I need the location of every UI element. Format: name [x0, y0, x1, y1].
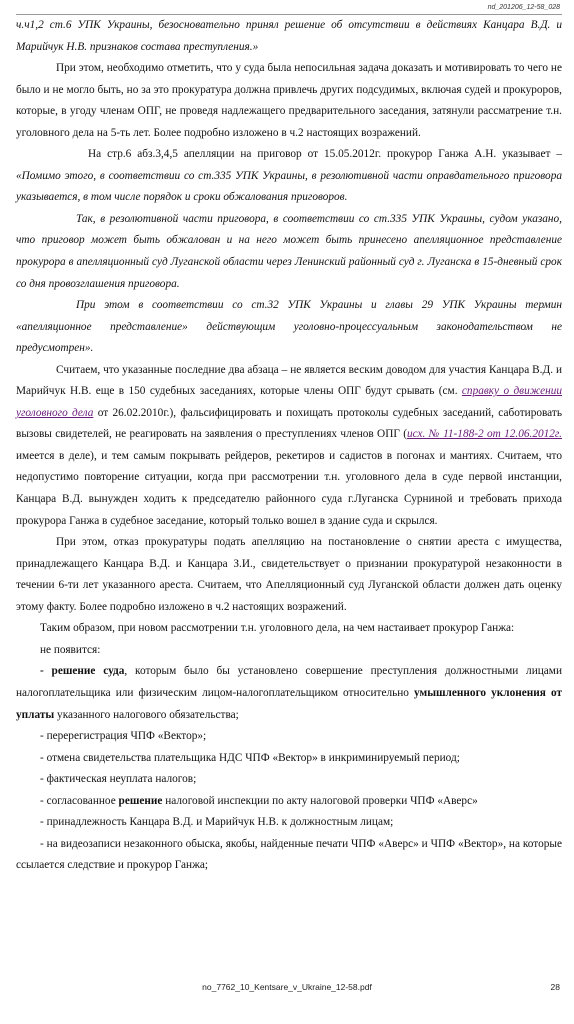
paragraph-court-task: При этом, необходимо отметить, что у суда была непосильная задача доказать и мотивировать то чего не было и не могло быть, но за это прокуратура должна привлечь других подсудимых, включая судей и прокуроров, которые, в угоду членам ОПГ, не проведя надлежащего предварительного заседания, затянули рассматрение т.н. уголовного дела на 5-ть лет. Более подробно изложено в ч.2 настоящих возражений.: [16, 62, 562, 139]
court-decision-text-end: указанного налогового обязательства;: [54, 708, 239, 721]
document-page: [16, 14, 562, 877]
paragraph-conclusion: Таким образом, при новом рассмотрении т.н. уголовного дела, на чем настаивает прокурор Ганжа:: [40, 622, 515, 635]
list-item-vat-cancel: - отмена свидетельства плательщика НДС ЧПФ «Вектор» в инкриминируемый период;: [40, 751, 460, 764]
paragraph-term-note: При этом в соответствии со ст.32 УПК Украины и главы 29 УПК Украины термин «апелляционное представление» действующим уголовно-процессуальным законодательством не предусмотрен».: [16, 299, 562, 355]
paragraph-considering: [16, 360, 562, 532]
appeal-ref-quote: «Помимо этого, в соответствии со ст.335 УПК Украины, в резолютивной части оправдательного приговора указывается, в том числе порядок и сроки обжалования приговоров.: [16, 169, 562, 204]
tax-decision-bold: решение: [118, 794, 163, 807]
considering-text-a: Считаем, что указанные последние два абзаца – не является веским доводом для участия Канцара В.Д. и Марийчук Н.В. еще в 150 судебных заседаниях, которые члены ОПГ будут срывать (см.: [16, 363, 562, 398]
paragraph-appeal-ref: [16, 144, 562, 209]
tax-evasion-bold: умышленного уклонения от уплаты: [16, 686, 563, 721]
paragraph-resolution: Так, в резолютивной части приговора, в соответствии со ст.335 УПК Украины, судом указано, что приговор может быть обжалован и на него может быть принесено апелляционное представление прокурора в апелляционный суд Луганской области через Ленинский районный суд г. Луганска в 15-дневный срок со дня провозглашения приговора.: [16, 212, 562, 290]
paragraph-quote-end: ч.ч1,2 ст.6 УПК Украины, безосновательно принял решение об отсутствии в действиях Канцара В.Д. и Марийчук Н.В. признаков состава преступления.»: [16, 19, 562, 53]
case-progress-link[interactable]: справку о движении уголовного дела: [16, 385, 562, 419]
list-item-officials: - принадлежность Канцара В.Д. и Марийчук Н.В. к должностным лицам;: [40, 816, 394, 829]
court-decision-bold: - решение суда: [40, 665, 125, 678]
list-item-reregistration: - перерегистрация ЧПФ «Вектор»;: [40, 730, 207, 743]
court-decision-text: , которым было бы установлено совершение преступления должностными лицами налогоплательщика или физическим лицом-налогоплательщиком относительно: [16, 665, 562, 699]
list-item-video-search: - на видеозаписи незаконного обыска, якобы, найденные печати ЧПФ «Аверс» и ЧПФ «Вектор», на которые ссылается следствие и прокурор Ганжа;: [16, 837, 562, 872]
outgoing-letter-link[interactable]: исх. № 11-188-2 от 12.06.2012г.: [406, 428, 562, 441]
paragraph-wont-appear: не появится:: [40, 643, 101, 656]
considering-text-c: имеется в деле), и тем самым покрывать рейдеров, рекетиров и садистов в погонах и мантиях. Считаем, что недопустимо повторение ситуации, когда при рассмотрении т.н. уголовного дела в суде первой инстанции, Канцара В.Д. вынужден ходить к председателю районного суда г.Луганска Сурниной и требовать прихода прокурора Ганжа в судебное заседание, который только вошел в здание суда и скрылся.: [16, 449, 562, 527]
page-number: 28: [550, 982, 560, 992]
tax-decision-text-c: налоговой инспекции по акту налоговой проверки ЧПФ «Аверс»: [162, 794, 478, 807]
appeal-ref-text: На стр.6 абз.3,4,5 апелляции на приговор от 15.05.2012г. прокурор Ганжа А.Н. указывает –: [88, 148, 562, 161]
list-item-court-decision: [16, 661, 562, 726]
document-header-id: nd_201206_12-58_028: [487, 4, 560, 11]
list-item-nonpayment: - фактическая неуплата налогов;: [40, 773, 197, 786]
paragraph-arrest: При этом, отказ прокуратуры подать апелляцию на постановление о снятии ареста с имущества, принадлежащего Канцара В.Д. и Канцара З.И., свидетельствует о признании прокуратурой незаконности в течении 6-ти лет указанного ареста. Считаем, что Апелляционный суд Луганской области должен дать оценку этому факту. Более подробно изложено в ч.2 настоящих возражений.: [16, 536, 562, 613]
list-item-tax-decision: [16, 791, 562, 813]
considering-text-b: от 26.02.2010г.), фальсифицировать и похищать протоколы судебных заседаний, саботировать вызовы свидетелей, не реагировать на заявления о преступлениях членов ОПГ (: [16, 406, 562, 441]
footer-filename: no_7762_10_Kentsare_v_Ukraine_12-58.pdf: [202, 982, 372, 992]
tax-decision-text-a: - согласованное: [40, 794, 119, 807]
